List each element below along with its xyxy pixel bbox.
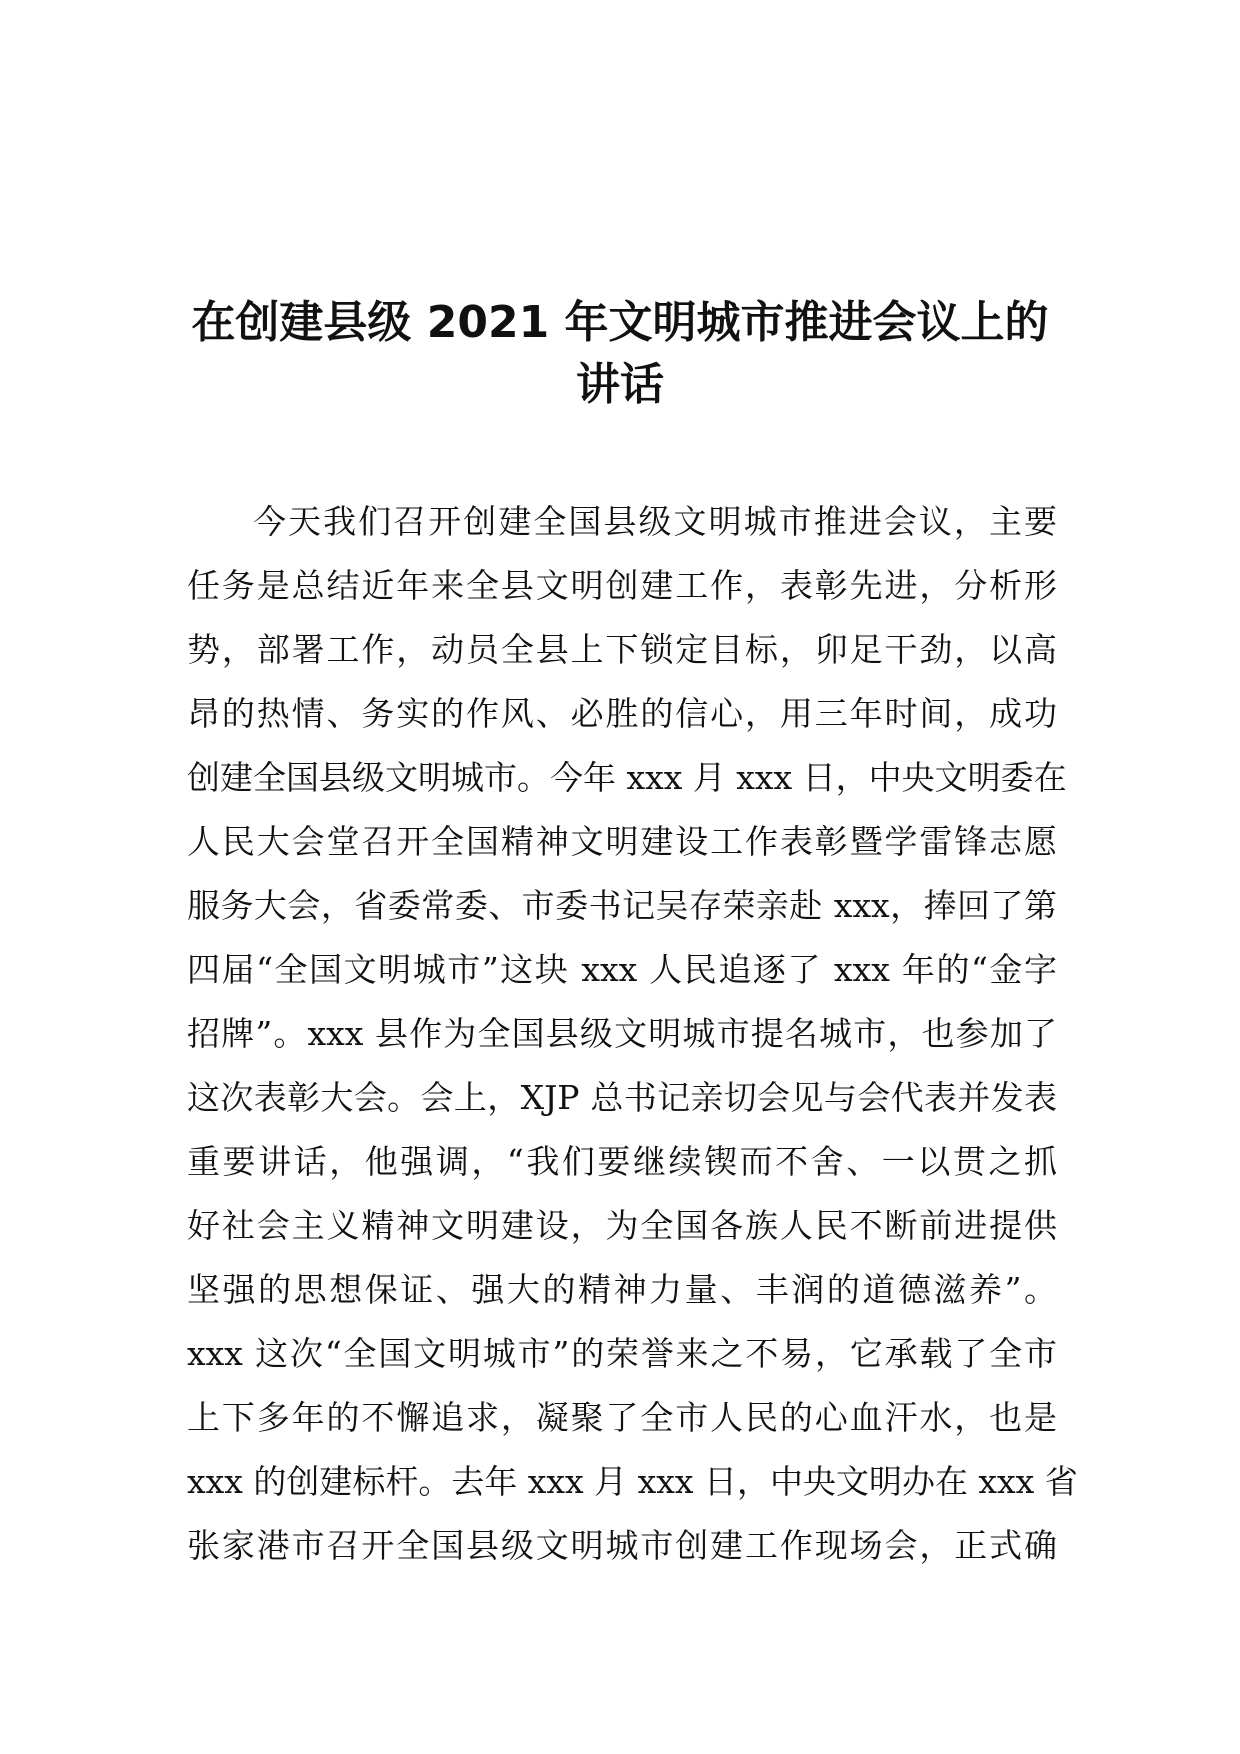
body-line: xxx 这次“全国文明城市”的荣誉来之不易，它承载了全市 xyxy=(187,1334,1057,1373)
body-line: 昂的热情、务实的作风、必胜的信心，用三年时间，成功 xyxy=(187,694,1057,733)
body-line: 创建全国县级文明城市。今年 xxx 月 xxx 日，中央文明委在 xyxy=(187,758,1067,797)
body-line: 今天我们召开创建全国县级文明城市推进会议，主要 xyxy=(253,502,1057,541)
body-line: 上下多年的不懈追求，凝聚了全市人民的心血汗水，也是 xyxy=(187,1398,1057,1437)
body-line: 任务是总结近年来全县文明创建工作，表彰先进，分析形 xyxy=(187,566,1057,605)
body-line: 坚强的思想保证、强大的精神力量、丰润的道德滋养”。 xyxy=(187,1270,1057,1309)
body-line: 服务大会，省委常委、市委书记吴存荣亲赴 xxx，捧回了第 xyxy=(187,886,1057,925)
body-line: 好社会主义精神文明建设，为全国各族人民不断前进提供 xyxy=(187,1206,1057,1245)
body-line: 张家港市召开全国县级文明城市创建工作现场会，正式确 xyxy=(187,1526,1057,1565)
body-line: xxx 的创建标杆。去年 xxx 月 xxx 日，中央文明办在 xxx 省 xyxy=(187,1462,1078,1501)
body-line: 招牌”。xxx 县作为全国县级文明城市提名城市，也参加了 xyxy=(187,1014,1057,1053)
body-line: 这次表彰大会。会上，XJP 总书记亲切会见与会代表并发表 xyxy=(187,1078,1057,1117)
title-line-2: 讲话 xyxy=(576,359,664,410)
body-line: 人民大会堂召开全国精神文明建设工作表彰暨学雷锋志愿 xyxy=(187,822,1057,861)
body-line: 势，部署工作，动员全县上下锁定目标，卯足干劲，以高 xyxy=(187,630,1057,669)
body-line: 四届“全国文明城市”这块 xxx 人民追逐了 xxx 年的“金字 xyxy=(187,950,1057,989)
title-line-1: 在创建县级 2021 年文明城市推进会议上的 xyxy=(191,297,1049,348)
body-line: 重要讲话，他强调，“我们要继续锲而不舍、一以贯之抓 xyxy=(187,1142,1057,1181)
speech-body xyxy=(187,490,1078,1578)
document-title xyxy=(150,292,1090,416)
